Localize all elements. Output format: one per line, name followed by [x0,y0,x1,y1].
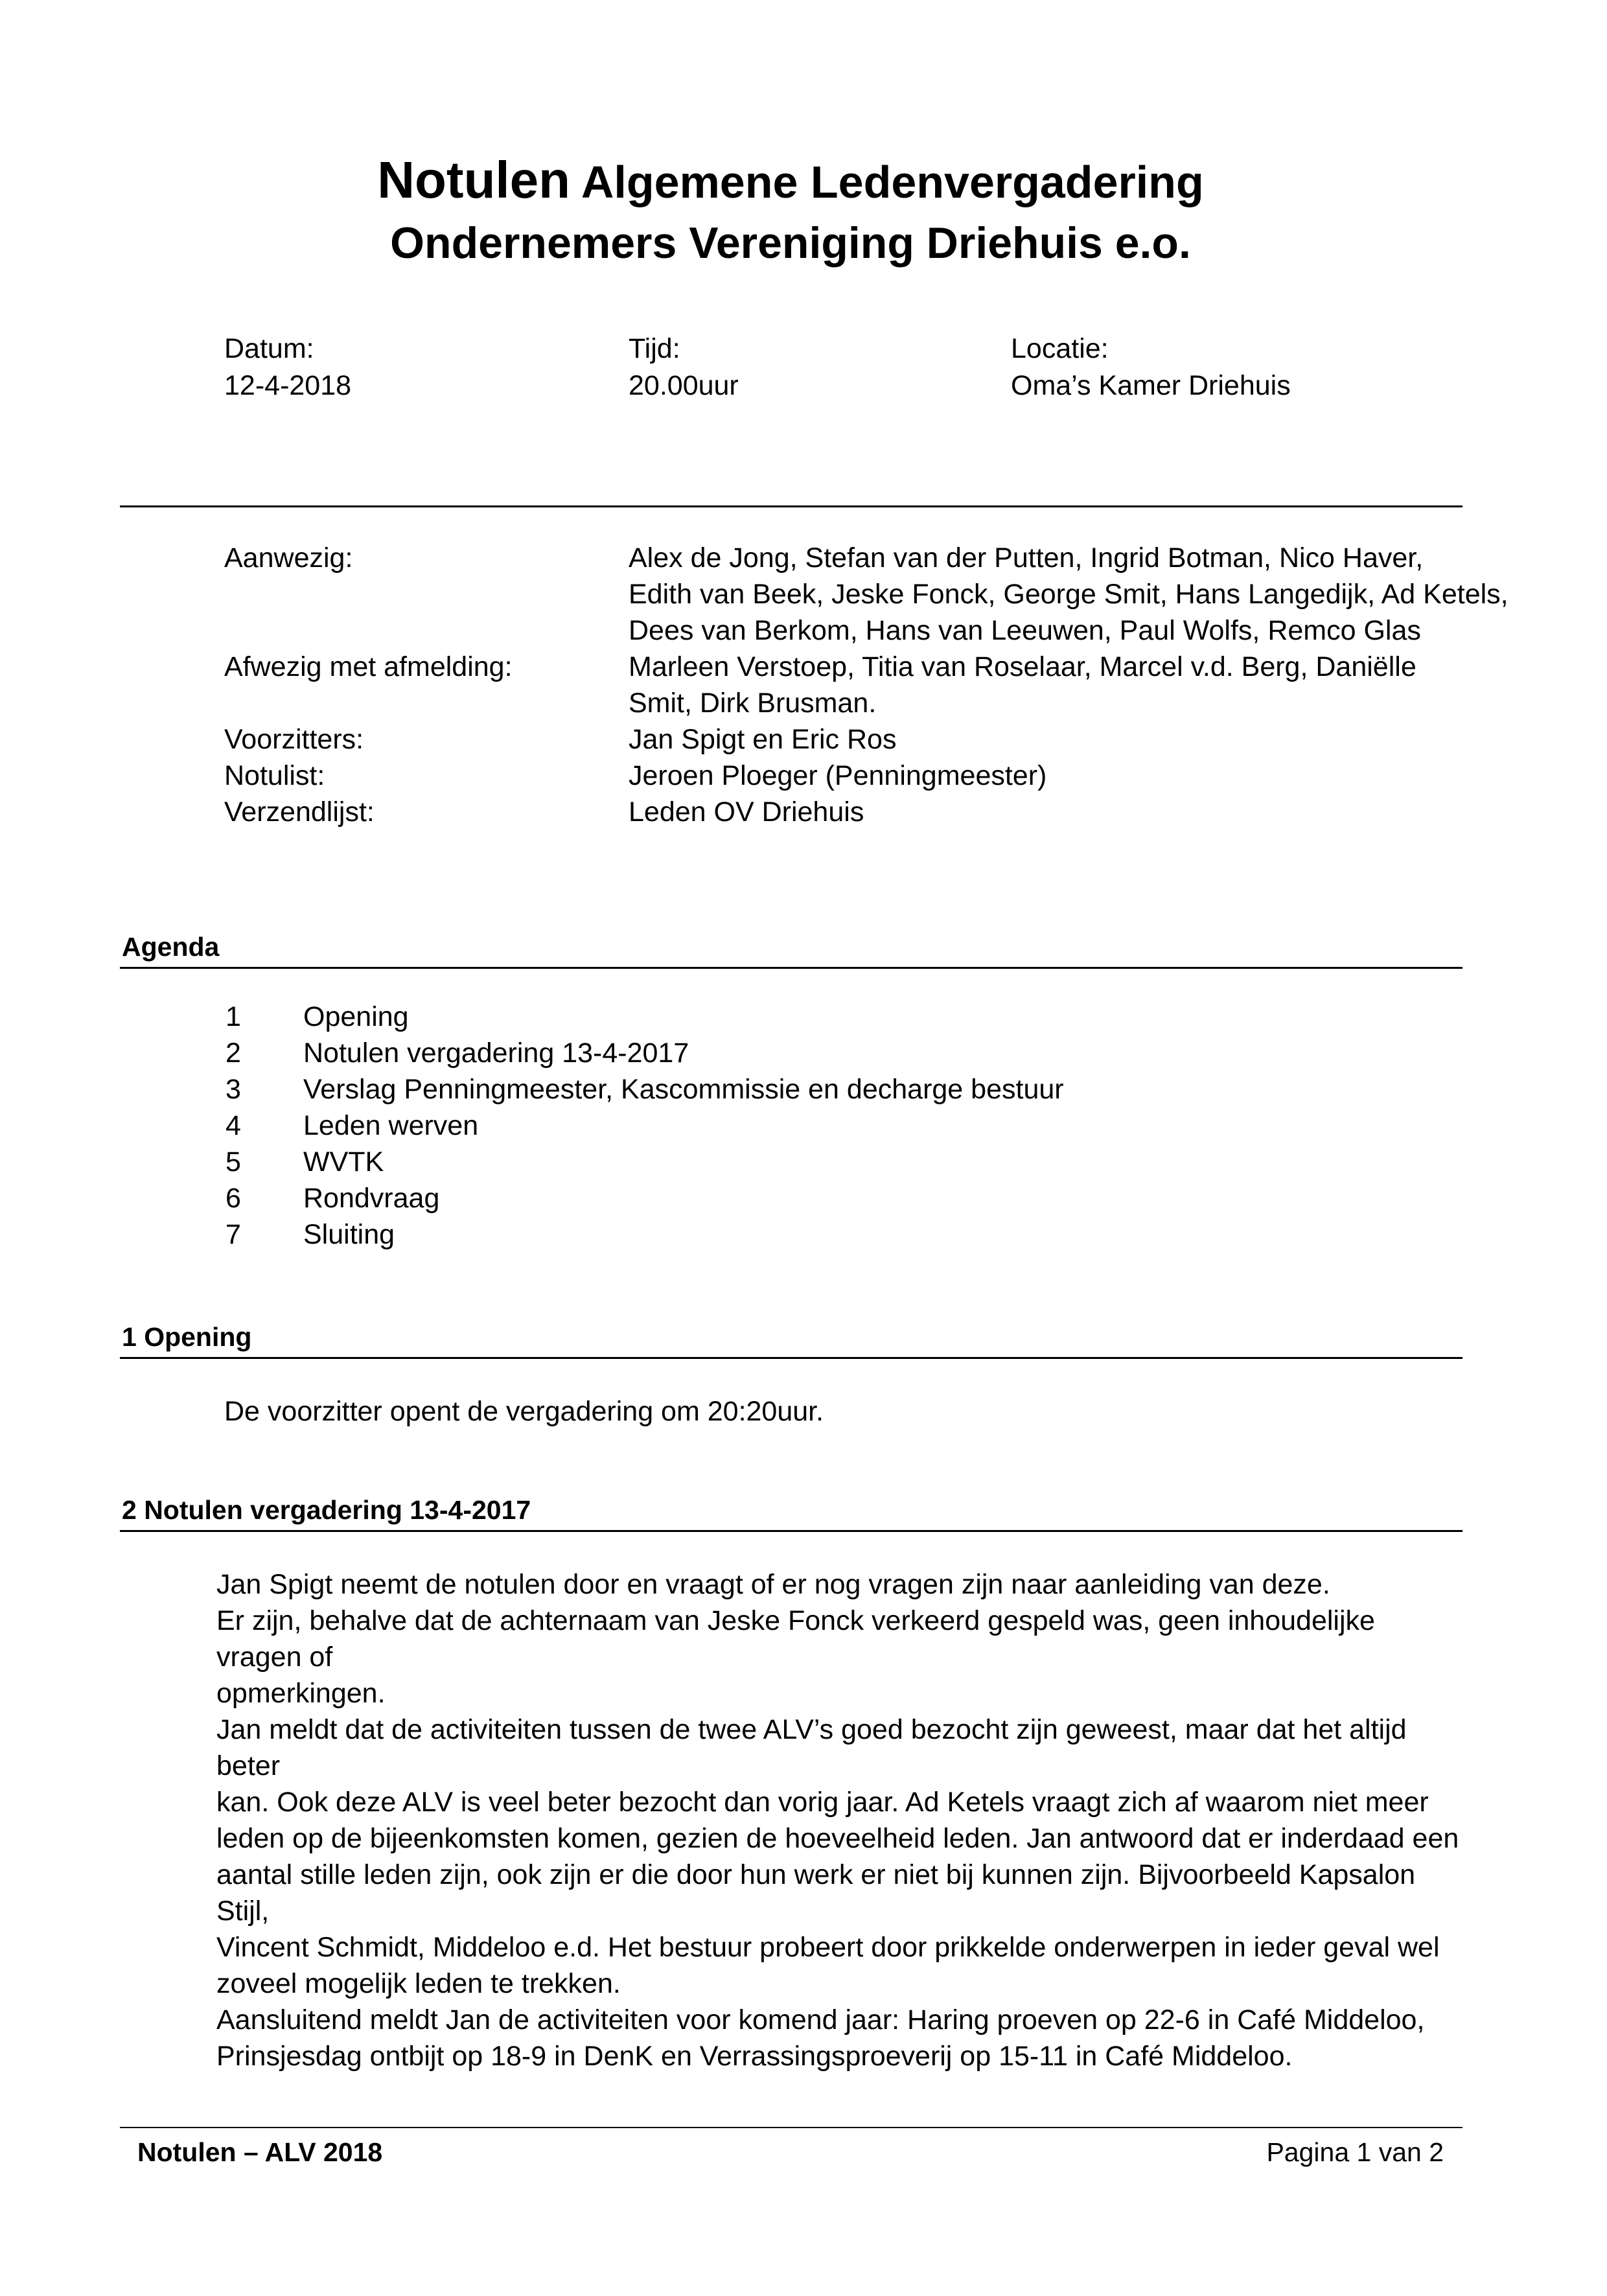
title-notulen: Notulen [377,151,571,209]
agenda-item-number: 5 [225,1146,241,1177]
notulist-value: Jeroen Ploeger (Penningmeester) [629,760,1047,791]
afwezig-label: Afwezig met afmelding: [224,651,513,682]
afwezig-line: Marleen Verstoep, Titia van Roselaar, Marcel v.d. Berg, Daniëlle [629,651,1416,682]
agenda-item [0,1146,1607,1183]
paragraph-line: opmerkingen. [216,1678,386,1709]
notulen-paragraph [216,1566,1464,2074]
aanwezig-label: Aanwezig: [224,542,353,574]
footer-divider [120,2127,1462,2128]
tijd-value: 20.00uur [629,370,739,401]
datum-label: Datum: [224,333,314,364]
agenda-item [0,1183,1607,1219]
opening-text: De voorzitter opent de vergadering om 20:20uur. [224,1396,824,1427]
document-title [0,150,1581,210]
agenda-item-label: Leden werven [303,1110,479,1141]
agenda-item-label: Notulen vergadering 13-4-2017 [303,1038,689,1069]
divider [120,967,1462,969]
footer-document-name: Notulen – ALV 2018 [137,2137,383,2167]
paragraph-line: kan. Ook deze ALV is veel beter bezocht dan vorig jaar. Ad Ketels vraagt zich af waarom niet meer [216,1787,1429,1818]
agenda-item-label: Sluiting [303,1219,395,1250]
agenda-item-number: 3 [225,1074,241,1105]
section-heading-notulen: 2 Notulen vergadering 13-4-2017 [122,1495,531,1525]
divider [120,1357,1462,1359]
agenda-heading: Agenda [122,932,220,962]
voorzitters-value: Jan Spigt en Eric Ros [629,724,897,755]
divider [120,505,1462,507]
agenda-item [0,1001,1607,1038]
voorzitters-label: Voorzitters: [224,724,364,755]
tijd-label: Tijd: [629,333,680,364]
agenda-item [0,1074,1607,1110]
aanwezig-line: Edith van Beek, Jeske Fonck, George Smit, Hans Langedijk, Ad Ketels, [629,579,1509,610]
agenda-item-number: 6 [225,1183,241,1214]
paragraph-line: leden op de bijeenkomsten komen, gezien de hoeveelheid leden. Jan antwoord dat er inderdaad een [216,1823,1459,1854]
paragraph-line: Prinsjesdag ontbijt op 18-9 in DenK en Verrassingsproeverij op 15-11 in Café Middeloo. [216,2041,1293,2072]
agenda-item-number: 2 [225,1038,241,1069]
paragraph-line: Er zijn, behalve dat de achternaam van Jeske Fonck verkeerd gespeld was, geen inhoudelijke vragen of [216,1605,1375,1673]
agenda-item-label: Verslag Penningmeester, Kascommissie en decharge bestuur [303,1074,1064,1105]
paragraph-line: Aansluitend meldt Jan de activiteiten voor komend jaar: Haring proeven op 22-6 in Café Middeloo, [216,2004,1425,2035]
agenda-item [0,1110,1607,1146]
footer-page-number: Pagina 1 van 2 [1266,2137,1444,2167]
agenda-item [0,1038,1607,1074]
paragraph-line: zoveel mogelijk leden te trekken. [216,1968,621,1999]
paragraph-line: Jan Spigt neemt de notulen door en vraagt of er nog vragen zijn naar aanleiding van deze. [216,1569,1330,1600]
agenda-item-label: Opening [303,1001,409,1032]
agenda-item-label: Rondvraag [303,1183,440,1214]
agenda-item-number: 1 [225,1001,241,1032]
verzendlijst-value: Leden OV Driehuis [629,796,864,828]
agenda-item [0,1219,1607,1255]
locatie-label: Locatie: [1011,333,1109,364]
locatie-value: Oma’s Kamer Driehuis [1011,370,1291,401]
divider [120,1530,1462,1532]
aanwezig-line: Dees van Berkom, Hans van Leeuwen, Paul Wolfs, Remco Glas [629,615,1421,646]
paragraph-line: Vincent Schmidt, Middeloo e.d. Het bestuur probeert door prikkelde onderwerpen in ieder geval wel [216,1932,1440,1963]
document-subtitle: Ondernemers Vereniging Driehuis e.o. [390,218,1191,268]
datum-value: 12-4-2018 [224,370,352,401]
title-meeting-name: Algemene Ledenvergadering [581,157,1204,207]
aanwezig-line: Alex de Jong, Stefan van der Putten, Ingrid Botman, Nico Haver, [629,542,1424,574]
section-heading-opening: 1 Opening [122,1322,252,1352]
afwezig-line: Smit, Dirk Brusman. [629,688,877,719]
paragraph-line: aantal stille leden zijn, ook zijn er die door hun werk er niet bij kunnen zijn. Bijvoorbeeld Kapsalon Stijl, [216,1859,1416,1927]
notulist-label: Notulist: [224,760,325,791]
agenda-item-number: 4 [225,1110,241,1141]
paragraph-line: Jan meldt dat de activiteiten tussen de twee ALV’s goed bezocht zijn geweest, maar dat het altijd beter [216,1714,1407,1781]
agenda-item-number: 7 [225,1219,241,1250]
agenda-item-label: WVTK [303,1146,384,1177]
verzendlijst-label: Verzendlijst: [224,796,375,828]
